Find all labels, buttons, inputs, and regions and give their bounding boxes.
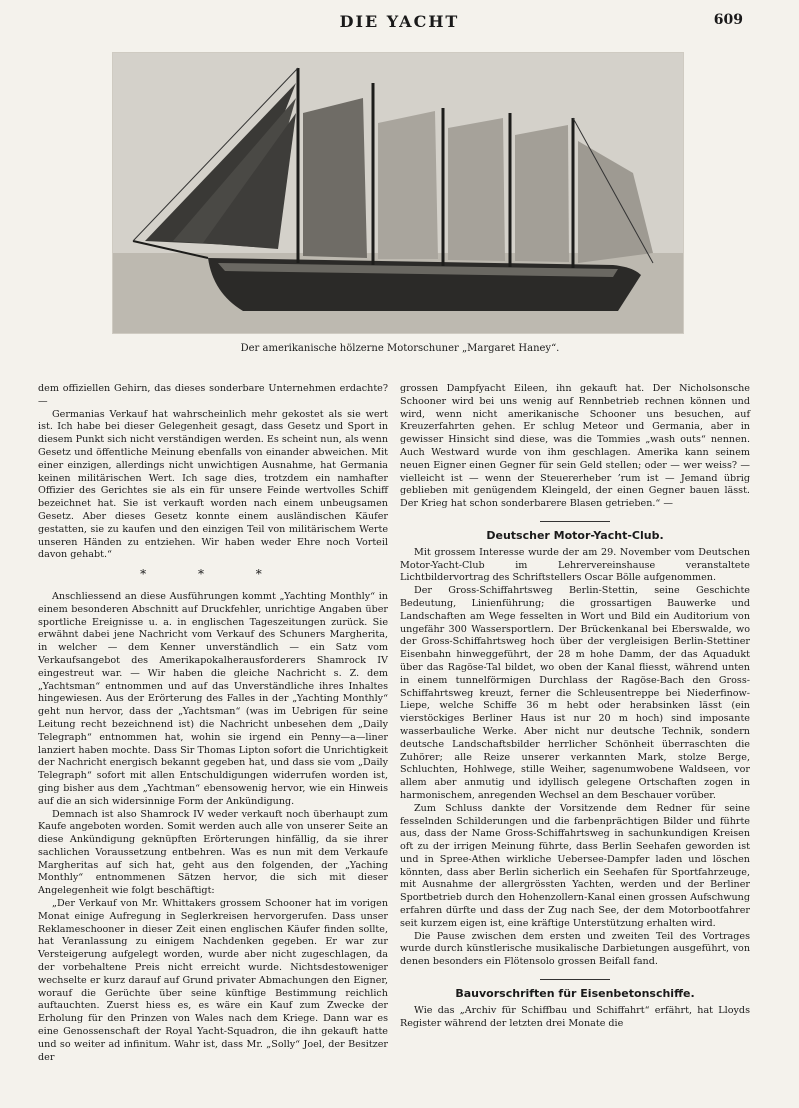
journal-title: DIE YACHT — [339, 12, 460, 31]
paragraph: Anschliessend an diese Ausführungen kommt „Yachting Monthly“ in einem besonderen Abschnitt auf Druckfehler, unrichtige Angaben über sportliche Ereignisse u. a. in englischen Tageszeitungen zurück. Sie erwähnt dabei jene Nachricht vom Verkauf des Schuners Margherita, in welcher — dem Kenner unverständlich — ein Satz vom Verkaufsangebot des Amerikapokalherausforderers Shamrock IV eingestreut war. — Wir haben die gleiche Nachricht s. Z. dem „Yachtsman“ entnommen und auf das Unverständliche ihres Inhaltes hingewiesen. Aus der Erörterung des Falles in der „Yachting Monthly“ geht nun hervor, dass der „Yachtsman“ (was im Uebrigen für seine Leitung recht bezeichnend ist) die Nachricht unbesehen dem „Daily Telegraph“ entnommen hat, wohin sie irgend ein Penny—a—liner lanziert haben mochte. Dass Sir Thomas Lipton sofort die Unrichtigkeit der Nachricht energisch bekannt gegeben hat, und dass sie vom „Daily Telegraph“ sofort mit allen Entschuldigungen widerrufen worden ist, ging bisher aus dem „Yachtman“ ebensowenig hervor, wie ein Hinweis auf die an sich widersinnige Form der Ankündigung. — [38, 590, 388, 807]
paragraph: grossen Dampfyacht Eileen, ihn gekauft hat. Der Nicholsonsche Schooner wird bei uns wenig auf Rennbetrieb rechnen können und wird, wenn nicht amerikanische Schooner uns besuchen, auf Kreuzerfahrten gehen. Er schlug Meteor und Germania, aber in gewisser Hinsicht sind diese, was die Tommies „wash outs“ nennen. Auch Westward wurde von ihm geschlagen. Amerika kann seinem neuen Eigner einen Gegner für sein Geld stellen; oder — wer weiss? — vielleicht ist — wenn der Steuererheber ’rum ist — Jemand übrig geblieben mit genügendem Kleingeld, der einen Gegner bauen lässt. Der Krieg hat schon sonderbarere Blasen getrieben.“ — — [400, 383, 750, 510]
schooner-illustration — [113, 53, 683, 333]
paragraph: Zum Schluss dankte der Vorsitzende dem Redner für seine fesselnden Schilderungen und die farbenprächtigen Bilder und führte aus, dass der Name Gross-Schiffahrtsweg in sachunkundigen Kreisen oft zu der irrigen Meinung führte, dass Berlin Seehafen geworden ist und in Spree-Athen wirkliche Uebersee-Dampfer laden und löschen könnten, dass aber Berlin sicherlich ein Seehafen für Sportfahrzeuge, mit Ausnahme der allergrössten Yachten, werden und der Berliner Sportbetrieb durch den Hohenzollern-Kanal einen grossen Aufschwung erfahren dürfte und dass der Zug nach See, der dem Motorbootfahrer seit kurzem eigen ist, eine kräftige Unterstützung erhalten wird. — [400, 802, 750, 929]
paragraph: Demnach ist also Shamrock IV weder verkauft noch überhaupt zum Kaufe angeboten worden. Somit werden auch alle von unserer Seite an diese Ankündigung geknüpften Erörterungen hinfällig, da sie ihrer sachlichen Voraussetzung entbehren. Was es nun mit dem Verkaufe Margheritas auf sich hat, geht aus den folgenden, der „Yaching Monthly“ entnommenen Sätzen hervor, die sich mit dieser Angelegenheit wie folgt beschäftigt: — [38, 808, 388, 897]
paragraph: Die Pause zwischen dem ersten und zweiten Teil des Vortrages wurde durch künstlerische musikalische Darbietungen ausgeführt, von denen besonders ein Flötensolo grossen Beifall fand. — [400, 930, 750, 968]
section-heading: Deutscher Motor-Yacht-Club. — [486, 528, 664, 542]
left-column — [38, 383, 388, 1064]
paragraph: Mit grossem Interesse wurde der am 29. November vom Deutschen Motor-Yacht-Club im Lehrervereinshause veranstaltete Lichtbildervortrag des Schriftstellers Oscar Bölle aufgenommen. — [400, 546, 750, 584]
paragraph: dem offiziellen Gehirn, das dieses sonderbare Unternehmen erdachte? — — [38, 383, 388, 407]
paragraph: Germanias Verkauf hat wahrscheinlich mehr gekostet als sie wert ist. Ich habe bei dieser Gelegenheit gesagt, dass Gesetz und Sport in diesem Punkt sich nicht verständigen werden. Es scheint nun, als wenn Gesetz und öffentliche Meinung ebenfalls von einander abweichen. Mit einer einzigen, allerdings nicht unwichtigen Ausnahme, hat Germania keinen militärischen Wert. Ich sage dies, trotzdem ein namhafter Offizier des Gerichtes sie als ein für unsere Feinde wertvolles Schiff bezeichnet hat. Sie ist verkauft worden nach einem unbeugsamen Gesetz. Aber dieses Gesetz konnte einem ausländischen Käufer gestatten, sie zu kaufen und den einzigen Teil von militärischem Werte unseren Händen zu entziehen. Wir haben weder Ehre noch Vorteil davon gehabt.“ — [38, 408, 388, 561]
page-header — [0, 12, 799, 36]
figure-caption: Der amerikanische hölzerne Motorschuner „Margaret Haney“. — [240, 343, 560, 354]
page-number: 609 — [713, 12, 743, 28]
section-divider — [540, 979, 610, 980]
paragraph: Der Gross-Schiffahrtsweg Berlin-Stettin, seine Geschichte Bedeutung, Linienführung; die grossartigen Bauwerke und Landschaften am Wege fesselten in Wort und Bild ein Auditorium von ungefähr 300 Wassersportlern. Der Brückenkanal bei Eberswalde, wo der Gross-Schiffahrtsweg hoch über der vergleisigen Berlin-Stettiner Eisenbahn hinweggeführt, der 28 m hohe Damm, der das Aquadukt über das Ragöse-Tal bildet, wo oben der Kanal fliesst, während unten in einem tunnelförmigen Durchlass der Ragöse-Bach den Gross-Schiffahrtsweg kreuzt, ferner die Schleusentreppe bei Niederfinow-Liepe, welche Schiffe 36 m hebt oder herabsinken lässt (ein vierstöckiges Berliner Haus ist nur 20 m hoch) sind imposante wasserbauliche Werke. Aber nicht nur deutsche Technik, sondern deutsche Landschaftsbilder herrlicher Schönheit überraschten die Zuhörer; alle Reize unserer verkannten Mark, stolze Berge, Schluchten, Hohlwege, stille Weiher, sagenumwobene Waldseen, vor allem aber anmutig und idyllisch gelegene Ortschaften zogen in harmonischem, anregenden Wechsel an dem Beschauer vorüber. — [400, 585, 750, 801]
section-separator: * * * — [140, 567, 286, 582]
section-divider — [540, 521, 610, 522]
right-column — [400, 383, 750, 1030]
paragraph: Wie das „Archiv für Schiffbau und Schiffahrt“ erfährt, hat Lloyds Register während der letzten drei Monate die — [400, 1004, 750, 1029]
section-heading: Bauvorschriften für Eisenbetonschiffe. — [455, 987, 695, 1001]
quotation — [38, 898, 388, 1064]
schooner-photo — [112, 52, 684, 334]
paragraph: „Der Verkauf von Mr. Whittakers grossem Schooner hat im vorigen Monat einige Aufregung in Seglerkreisen hervorgerufen. Dass unser Reklameschooner in dieser Zeit einen englischen Käufer finden sollte, hat Veranlassung zu einigem Nachdenken gegeben. Er war zur Versteigerung aufgelegt worden, wurde aber nicht zugeschlagen, da der vorbehaltene Preis nicht erreicht wurde. Nichtsdestoweniger wechselte er kurz darauf auf Grund privater Abmachungen den Eigner, worauf die Gerüchte über seine künftige Bestimmung reichlich auftauchten. Zuerst hiess es, es wäre ein Kauf zum Zwecke der Erholung für den Prinzen von Wales nach dem Kriege. Dann war es eine Genossenschaft der Royal Yacht-Squadron, die ihn gekauft hatte und so weiter ad infinitum. Wahr ist, dass Mr. „Solly“ Joel, der Besitzer der — [38, 898, 388, 1063]
